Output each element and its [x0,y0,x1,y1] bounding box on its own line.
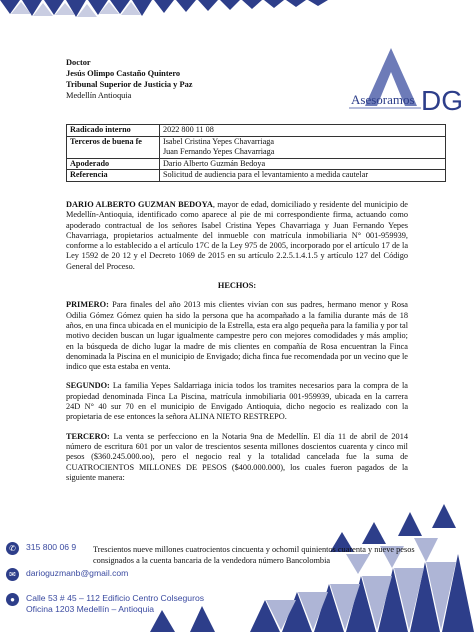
phone-text: 315 800 06 9 [26,542,77,552]
paragraph-segundo [66,381,408,422]
top-decoration [0,0,474,40]
intro-paragraph [66,200,408,272]
table-key: Referencia [67,170,160,182]
contact-footer [0,538,474,632]
paragraph-label: PRIMERO: [66,300,109,310]
table-key: Radicado interno [67,125,160,137]
addressee-title: Doctor [66,58,91,67]
table-value [160,136,446,158]
address-line-2: Oficina 1203 Medellín – Antioquia [26,604,155,614]
table-value: Dario Alberto Guzmán Bedoya [160,158,446,170]
company-logo [345,44,470,119]
paragraph-tercero [66,432,408,483]
logo-dg: DG [421,85,463,116]
intro-text: , mayor de edad, domiciliado y residente del municipio de Medellín-Antioquia, identificado como aparece al pie de mi correspondiente firma, actuando como apoderado contractual de los señores Isabel Cristina Yepes Chavarriaga y Juan Fernando Yepes Chavarriaga, propietarios actualmente del inmueble con matrícula inmobiliaria N° 001-959939, conforme a lo establecido a el artículo 17C de la Ley 975 de 2005, incorporado por el artículo 17 de la Ley 1592 de 20 12 y el Decreto 1069 de 2015 en su artículo 2.2.5.1.4.1.5 y artículo 127 del Código General del Proceso. [66,200,408,271]
addressee-name: Jesús Olimpo Castaño Quintero [66,69,181,78]
paragraph-label: SEGUNDO: [66,381,110,391]
third-party-2: Juan Fernando Yepes Chavarriaga [163,147,275,156]
table-row [67,158,446,170]
table-row [67,170,446,182]
table-row [67,125,446,137]
location-pin-icon: ● [6,593,19,606]
address-block [26,593,204,615]
email-text[interactable]: darioguzmanb@gmail.com [26,568,129,578]
addressee-city: Medellín Antioquia [66,91,132,100]
addressee-block [66,57,193,101]
table-row [67,136,446,158]
address-line-1: Calle 53 # 45 – 112 Edificio Centro Colseguros [26,593,205,603]
third-party-1: Isabel Cristina Yepes Chavarriaga [163,136,274,146]
mail-icon: ✉ [6,568,19,581]
table-value: 2022 800 11 08 [160,125,446,137]
paragraph-label: TERCERO: [66,431,110,441]
contact-email[interactable] [6,568,128,581]
logo-graphic [345,44,470,119]
contact-address [6,593,204,615]
table-key: Apoderado [67,158,160,170]
table-key: Terceros de buena fe [67,136,160,158]
letter-body [66,200,408,492]
logo-brand-word: Asesoramos [351,92,415,107]
addressee-court: Tribunal Superior de Justicia y Paz [66,80,193,89]
paragraph-text: Para finales del año 2013 mis clientes vivían con sus padres, hermano menor y Rosa Odilia Gómez Gómez quien ha sido la persona que ha acompañado a la familia durante más de 18 años, en una finca ubicada en el municipio de la Estrella, esta era algo pequeña para la familia y por tal motivo deciden buscan un lugar igualmente campestre pero con mejores comodidades y más amplio; en la búsqueda de dicho lugar la madre de mis clientes en compañía de Rosa encuentran la Finca denominada la Piscina en el municipio de Envigado; dicha finca fue recomendada por un vecino que le indico que esta estaba en venta. [66,300,408,372]
paragraph-primero [66,300,408,372]
case-info-table [66,124,446,182]
paragraph-text: La venta se perfecciono en la Notaria 9na de Medellín. El día 11 de abril de 2014 número de escritura 601 por un valor de trescientos sesenta millones doscientos cuarenta y cinco mil pesos ($360.245.000.oo), pero el negocio real y la totalidad cancelada fue la suma de CUATROCIENTOS MILLONES DE PESOS ($400.000.000), los cuales fueron pagados de la siguiente manera: [66,431,408,482]
contact-phone [6,542,76,555]
phone-icon: ✆ [6,542,19,555]
table-value: Solicitud de audiencia para el levantamiento a medida cautelar [160,170,446,182]
paragraph-text: La familia Yepes Saldarriaga inicia todos los tramites necesarios para la compra de la propiedad denominada Finca La Piscina, matrícula inmobiliaria 001-959939, ubicada en la carrera 24D N° 40 sur 70 en el municipio de Envigado Antioquia, dicho negocio es realizado con la propietaria de ese entonces la señora ALINA NIETO RESTREPO. [66,381,408,422]
sender-name: DARIO ALBERTO GUZMAN BEDOYA [66,200,213,209]
section-title: HECHOS: [217,281,257,291]
payment-bullet-text: Trescientos nueve millones cuatrocientos cincuenta y ochomil quinientos cuarenta y nueve pesos consignados a la cuenta bancaria de la vendedora número Bancolombia [93,545,415,565]
